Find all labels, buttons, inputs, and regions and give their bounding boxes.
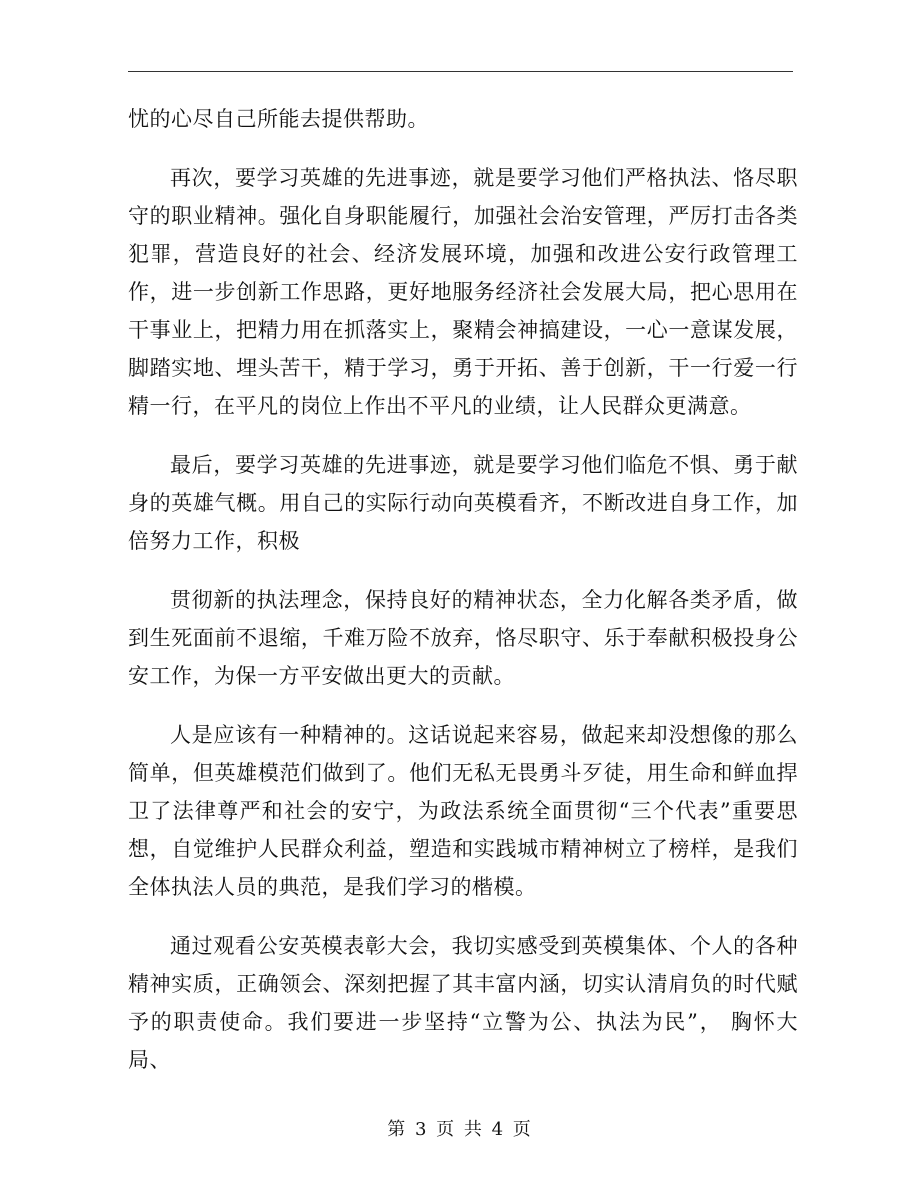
paragraph: 通过观看公安英模表彰大会，我切实感受到英模集体、个人的各种精神实质，正确领会、深刻把握了其丰富内涵，切实认清肩负的时代赋予的职责使命。我们要进一步坚持“立警为公、执法为民”， 胸怀大局、 (128, 934, 798, 1072)
header-rule (128, 71, 793, 72)
paragraph: 再次，要学习英雄的先进事迹，就是要学习他们严格执法、恪尽职守的职业精神。强化自身职能履行，加强社会治安管理，严厉打击各类犯罪，营造良好的社会、经济发展环境，加强和改进公安行政管理工作，进一步创新工作思路，更好地服务经济社会发展大局，把心思用在干事业上，把精力用在抓落实上，聚精会神搞建设，一心一意谋发展，脚踏实地、埋头苦干，精于学习，勇于开拓、善于创新，干一行爱一行精一行，在平凡的岗位上作出不平凡的业绩，让人民群众更满意。 (128, 166, 798, 418)
paragraph: 最后，要学习英雄的先进事迹，就是要学习他们临危不惧、勇于献身的英雄气概。用自己的实际行动向英模看齐，不断改进自身工作，加倍努力工作，积极 (128, 453, 798, 553)
paragraph: 人是应该有一种精神的。这话说起来容易，做起来却没想像的那么简单，但英雄模范们做到了。他们无私无畏勇斗歹徒，用生命和鲜血捍卫了法律尊严和社会的安宁，为政法系统全面贯彻“三个代表”重要思想，自觉维护人民群众利益，塑造和实践城市精神树立了榜样，是我们全体执法人员的典范，是我们学习的楷模。 (128, 723, 798, 899)
document-body (128, 100, 798, 1100)
paragraph: 贯彻新的执法理念，保持良好的精神状态，全力化解各类矛盾，做到生死面前不退缩，千难万险不放弃，恪尽职守、乐于奉献积极投身公安工作，为保一方平安做出更大的贡献。 (128, 588, 798, 688)
page-number-footer: 第 3 页 共 4 页 (387, 1119, 533, 1140)
paragraph: 忧的心尽自己所能去提供帮助。 (128, 107, 429, 131)
